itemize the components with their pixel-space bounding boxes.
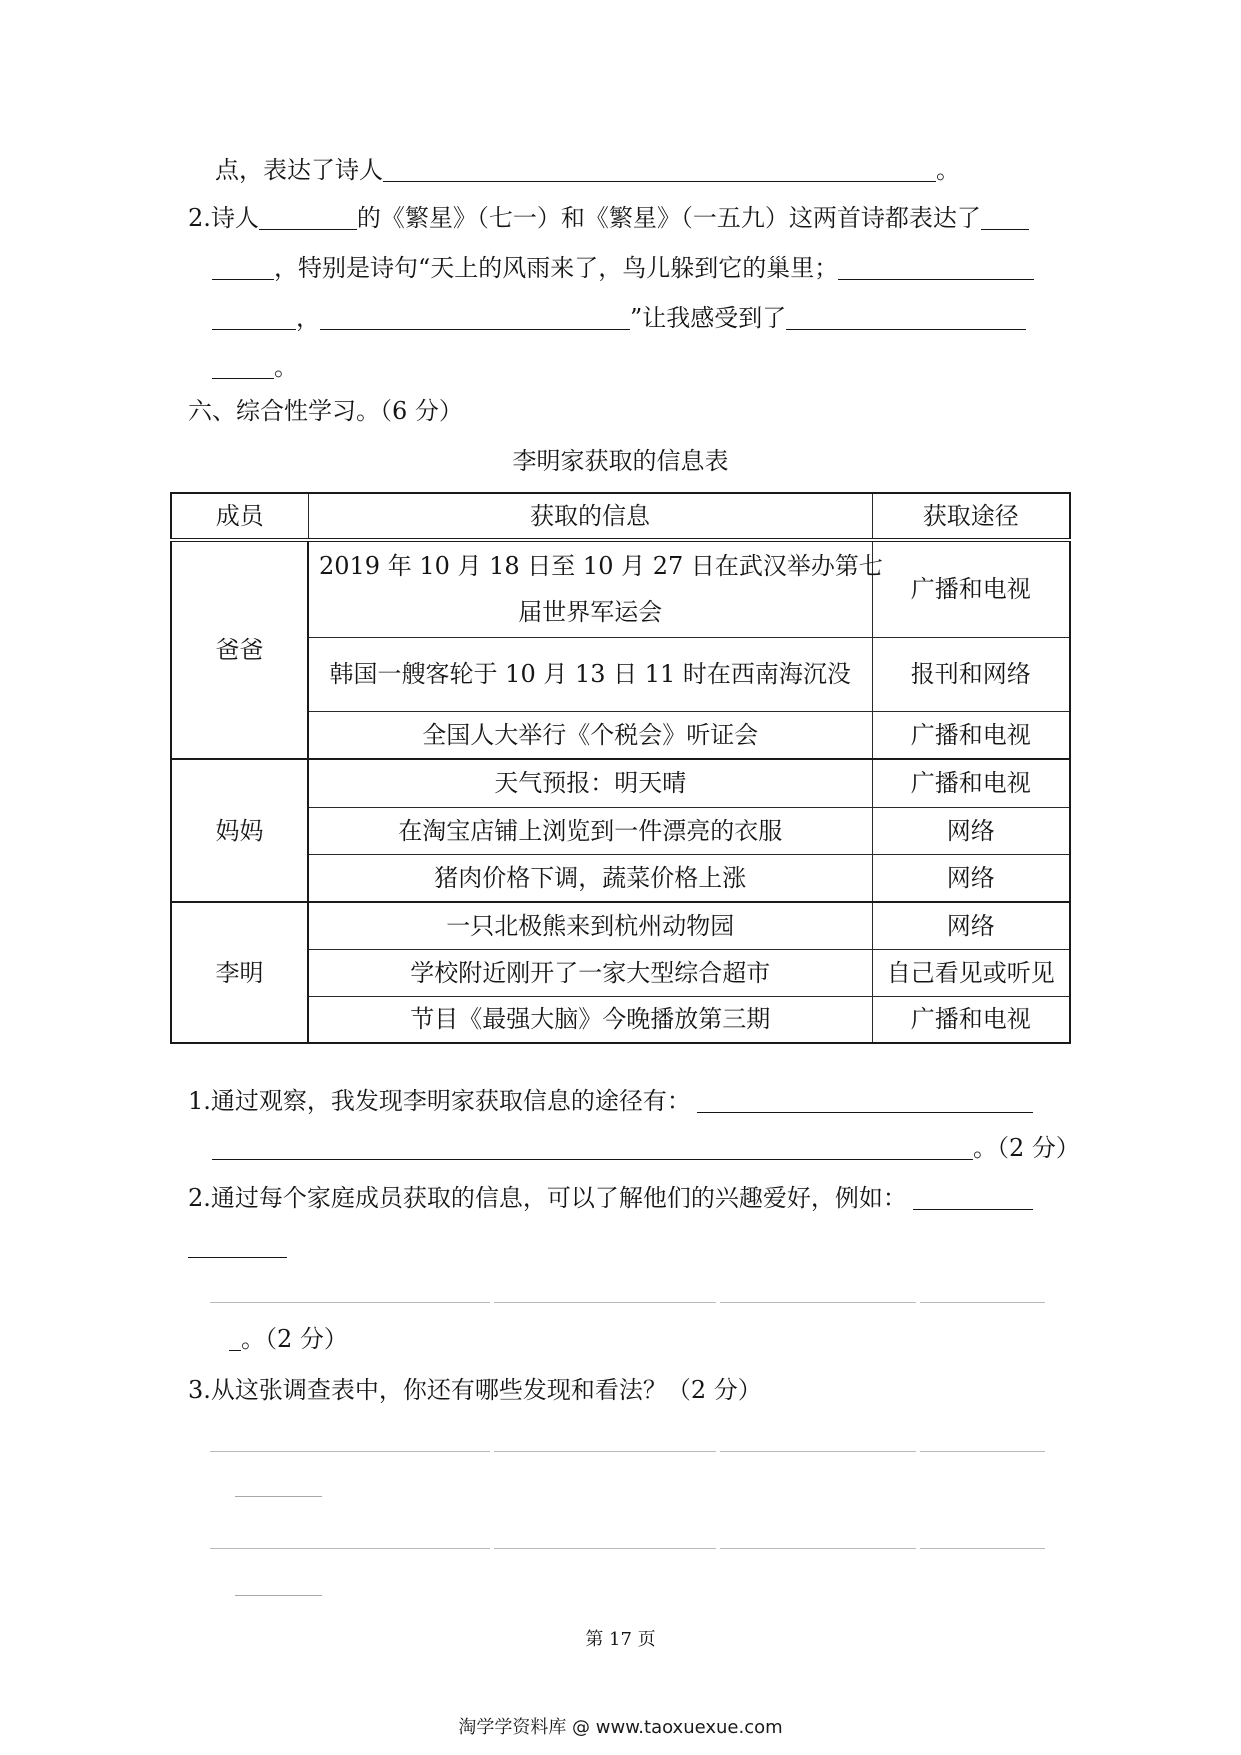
question-2-quote-text: ，特别是诗句“天上的风雨来了，鸟儿躲到它的巢里； [274,254,839,282]
question-2-line-4 [212,352,298,382]
answer-blank [212,1137,973,1160]
info-line: 届世界军运会 [518,598,663,627]
answer-blank [383,159,936,182]
question-1-score: 。（2 分） [973,1134,1080,1162]
section-6-heading: 六、综合性学习。（6 分） [188,397,463,425]
answer-blank [786,307,1026,330]
writing-line-short [235,1595,322,1596]
info-cell: 猪肉价格下调，蔬菜价格上涨 [308,854,872,902]
info-cell: 全国人大举行《个税会》听证会 [308,711,872,759]
page-number: 第 17 页 [585,1629,656,1650]
header-info: 获取的信息 [308,493,872,540]
question-1-line-2 [212,1133,1080,1163]
header-member: 成员 [171,493,308,540]
info-cell: 天气预报：明天晴 [308,759,872,807]
channel-cell: 广播和电视 [872,996,1070,1043]
table-row [171,759,1070,807]
question-2-text: 2.通过每个家庭成员获取的信息，可以了解他们的兴趣爱好，例如： [188,1184,907,1212]
member-cell: 妈妈 [171,759,308,902]
question-2-prefix: 2.诗人 [188,204,259,232]
info-cell: 韩国一艘客轮于 10 月 13 日 11 时在西南海沉没 [308,637,872,711]
channel-cell: 广播和电视 [872,540,1070,637]
question-2-mid: 的《繁星》（七一）和《繁星》（一五九）这两首诗都表达了 [356,204,981,232]
writing-line-short [235,1496,322,1497]
answer-blank [981,207,1029,230]
info-cell: 一只北极熊来到杭州动物园 [308,902,872,949]
channel-cell: 网络 [872,854,1070,902]
section-6-question-2 [188,1183,1033,1213]
poem-line-1-text: 点，表达了诗人 [215,156,383,184]
question-2-score: 。（2 分） [241,1325,348,1353]
table-row [171,902,1070,949]
answer-blank [913,1187,1033,1210]
table-row [171,540,1070,637]
question-2-end: 。 [274,353,298,381]
channel-cell: 广播和电视 [872,759,1070,807]
member-cell: 李明 [171,902,308,1043]
answer-blank [838,257,1034,280]
question-1-text: 1.通过观察，我发现李明家获取信息的途径有： [188,1087,691,1115]
channel-cell: 报刊和网络 [872,637,1070,711]
table-title: 李明家获取的信息表 [512,447,729,475]
channel-cell: 网络 [872,807,1070,854]
answer-blank [212,307,296,330]
channel-cell: 自己看见或听见 [872,949,1070,996]
section-6-question-3: 3.从这张调查表中，你还有哪些发现和看法？（2 分） [188,1376,762,1404]
answer-blank [697,1090,1033,1113]
poem-line-1-end: 。 [936,156,960,184]
watermark: 淘学学资料库 @ www.taoxuexue.com [458,1717,783,1738]
question-2-feeling-text: ”让我感受到了 [630,304,787,332]
answer-blank [188,1257,287,1258]
question-2-line-2 [212,253,1034,283]
info-cell [308,540,883,637]
channel-cell: 网络 [872,902,1070,949]
question-2-line-end [229,1324,348,1354]
poem-line-1 [215,155,960,185]
answer-blank [320,307,630,330]
info-cell: 在淘宝店铺上浏览到一件漂亮的衣服 [308,807,872,854]
channel-cell: 广播和电视 [872,711,1070,759]
table-header-row [171,493,1070,540]
header-channel: 获取途径 [872,493,1070,540]
question-2-comma: ， [296,304,320,332]
question-2-line-3 [212,303,1026,333]
member-cell: 爸爸 [171,540,308,759]
info-line: 2019 年 10 月 18 日至 10 月 27 日在武汉举办第七 [319,552,883,581]
answer-blank [229,1328,241,1351]
info-table [170,492,1071,1044]
section-6-question-1 [188,1086,1033,1116]
answer-blank [212,257,274,280]
answer-blank-poet [259,207,357,230]
answer-blank [212,356,274,379]
info-cell: 节目《最强大脑》今晚播放第三期 [308,996,872,1043]
question-2-line-1 [188,203,1029,233]
info-cell: 学校附近刚开了一家大型综合超市 [308,949,872,996]
